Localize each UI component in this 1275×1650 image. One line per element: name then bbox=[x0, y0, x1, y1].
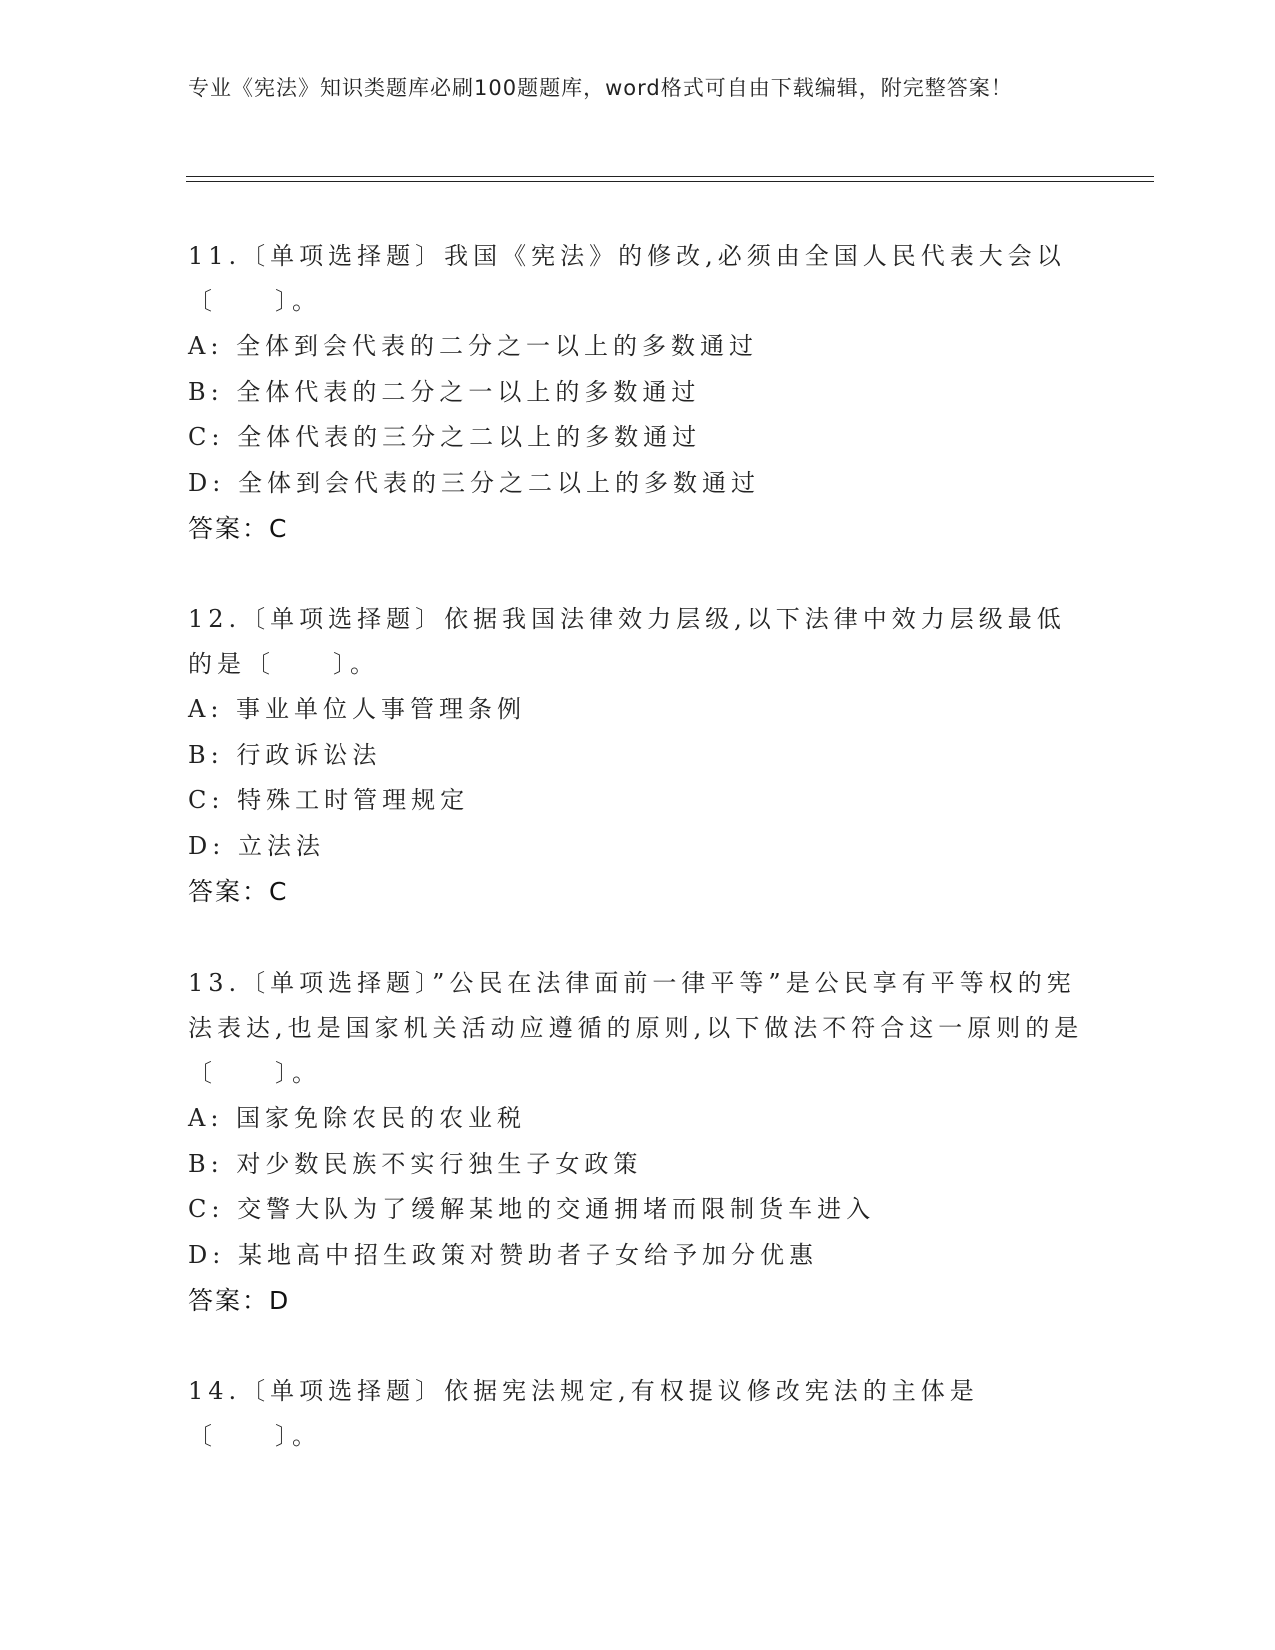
option-a: A: 国家免除农民的农业税 bbox=[188, 1104, 527, 1132]
option-d: D: 全体到会代表的三分之二以上的多数通过 bbox=[188, 468, 760, 497]
option-c: C: 特殊工时管理规定 bbox=[188, 786, 470, 814]
question-stem: 12.〔单项选择题〕依据我国法律效力层级,以下法律中效力层级最低的是〔 〕。 bbox=[188, 605, 1066, 678]
option-d: D: 某地高中招生政策对赞助者子女给予加分优惠 bbox=[188, 1240, 818, 1269]
question-stem: 13.〔单项选择题〕”公民在法律面前一律平等”是公民享有平等权的宪法表达,也是国家机关活动应遵循的原则,以下做法不符合这一原则的是〔 〕。 bbox=[188, 969, 1084, 1087]
option-b: B: 对少数民族不实行独生子女政策 bbox=[188, 1149, 643, 1178]
option-b: B: 全体代表的二分之一以上的多数通过 bbox=[188, 377, 701, 406]
answer-line: 答案：D bbox=[188, 1286, 291, 1315]
option-c: C: 全体代表的三分之二以上的多数通过 bbox=[188, 423, 702, 451]
answer-line: 答案：C bbox=[188, 877, 289, 906]
document-header-note: 专业《宪法》知识类题库必刷100题题库，word格式可自由下载编辑，附完整答案！ bbox=[188, 76, 1013, 100]
option-a: A: 事业单位人事管理条例 bbox=[188, 695, 527, 723]
option-a: A: 全体到会代表的二分之一以上的多数通过 bbox=[188, 332, 759, 360]
question-stem: 11.〔单项选择题〕我国《宪法》的修改,必须由全国人民代表大会以〔 〕。 bbox=[188, 242, 1066, 315]
header-divider-top bbox=[186, 176, 1154, 177]
question-stem: 14.〔单项选择题〕依据宪法规定,有权提议修改宪法的主体是〔 〕。 bbox=[188, 1377, 979, 1450]
question-block-11 bbox=[188, 234, 1088, 552]
option-d: D: 立法法 bbox=[188, 831, 325, 860]
header-divider-bottom bbox=[186, 181, 1154, 182]
question-block-13 bbox=[188, 961, 1088, 1324]
question-block-14 bbox=[188, 1369, 1088, 1459]
answer-line: 答案：C bbox=[188, 514, 289, 543]
option-b: B: 行政诉讼法 bbox=[188, 740, 382, 769]
option-c: C: 交警大队为了缓解某地的交通拥堵而限制货车进入 bbox=[188, 1195, 876, 1223]
question-block-12 bbox=[188, 597, 1088, 915]
